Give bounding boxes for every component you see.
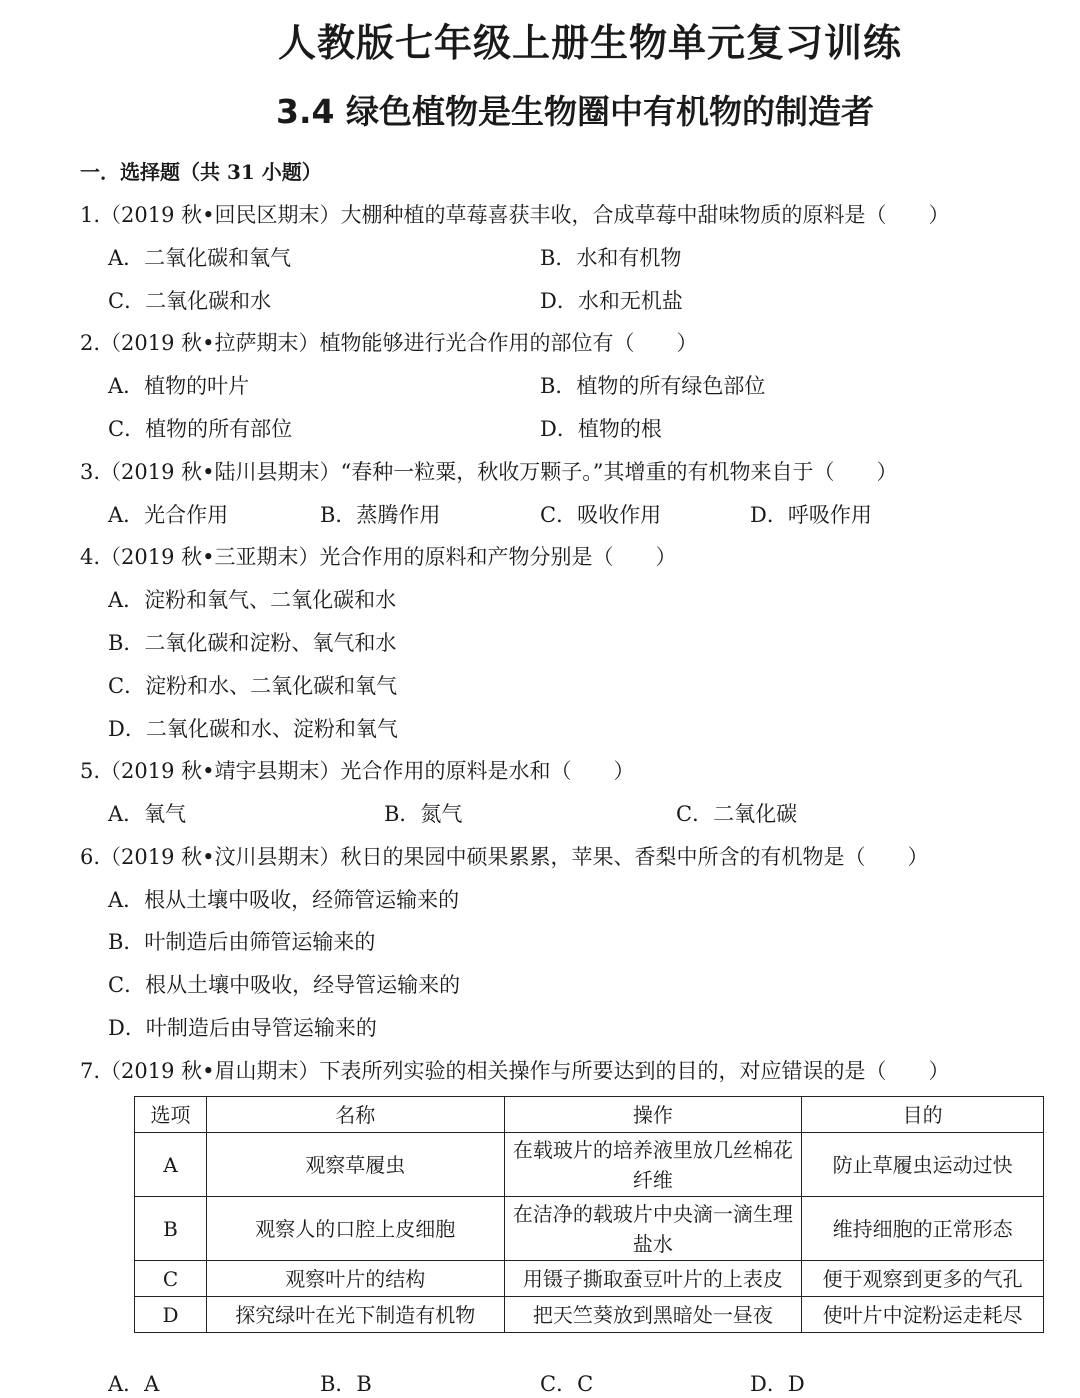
option[interactable]: D．二氧化碳和水、淀粉和氧气	[108, 717, 398, 741]
table-header-row	[135, 1097, 1044, 1133]
table-cell: 维持细胞的正常形态	[802, 1197, 1044, 1261]
table-header: 操作	[504, 1097, 802, 1133]
option[interactable]: C．植物的所有部位	[108, 417, 293, 441]
option[interactable]: D．叶制造后由导管运输来的	[108, 1016, 377, 1040]
question-stem: 3.（2019 秋•陆川县期末）“春种一粒粟，秋收万颗子。”其增重的有机物来自于（ ）	[80, 460, 898, 484]
table-cell: 使叶片中淀粉运走耗尽	[802, 1297, 1044, 1333]
question-stem: 6.（2019 秋•汶川县期末）秋日的果园中硕果累累，苹果、香梨中所含的有机物是（ ）	[80, 845, 929, 869]
table-cell: 在载玻片的培养液里放几丝棉花纤维	[504, 1133, 802, 1197]
table-header: 目的	[802, 1097, 1044, 1133]
option[interactable]: A．氧气	[108, 802, 187, 826]
option[interactable]: A．光合作用	[108, 503, 229, 527]
option[interactable]: C．吸收作用	[540, 503, 662, 527]
option[interactable]: C．C	[540, 1372, 594, 1396]
option[interactable]: B．B	[320, 1372, 372, 1396]
table-cell: A	[135, 1133, 207, 1197]
question-stem: 7.（2019 秋•眉山期末）下表所列实验的相关操作与所要达到的目的，对应错误的是（ ）	[80, 1059, 950, 1083]
table-row	[135, 1197, 1044, 1261]
option[interactable]: B．叶制造后由筛管运输来的	[108, 930, 376, 954]
option[interactable]: D．呼吸作用	[750, 503, 872, 527]
option[interactable]: B．植物的所有绿色部位	[540, 374, 766, 398]
table-cell: 把天竺葵放到黑暗处一昼夜	[504, 1297, 802, 1333]
table-cell: 观察草履虫	[206, 1133, 504, 1197]
option[interactable]: C．二氧化碳和水	[108, 289, 272, 313]
table-cell: 防止草履虫运动过快	[802, 1133, 1044, 1197]
table-cell: 在洁净的载玻片中央滴一滴生理盐水	[504, 1197, 802, 1261]
option[interactable]: C．淀粉和水、二氧化碳和氧气	[108, 674, 398, 698]
option[interactable]: A．淀粉和氧气、二氧化碳和水	[108, 588, 397, 612]
option[interactable]: B．二氧化碳和淀粉、氧气和水	[108, 631, 397, 655]
option[interactable]: C．根从土壤中吸收，经导管运输来的	[108, 973, 461, 997]
question-stem: 1.（2019 秋•回民区期末）大棚种植的草莓喜获丰收，合成草莓中甜味物质的原料是（ ）	[80, 203, 950, 227]
table-cell: 观察叶片的结构	[206, 1261, 504, 1297]
option[interactable]: B．水和有机物	[540, 246, 682, 270]
table-row	[135, 1297, 1044, 1333]
table-cell: B	[135, 1197, 207, 1261]
table-cell: 探究绿叶在光下制造有机物	[206, 1297, 504, 1333]
option[interactable]: A．根从土壤中吸收，经筛管运输来的	[108, 888, 460, 912]
table-cell: 便于观察到更多的气孔	[802, 1261, 1044, 1297]
lesson-subtitle: 3.4 绿色植物是生物圈中有机物的制造者	[276, 92, 874, 131]
option[interactable]: D．水和无机盐	[540, 289, 683, 313]
option[interactable]: B．蒸腾作用	[320, 503, 441, 527]
option[interactable]: A．植物的叶片	[108, 374, 250, 398]
option[interactable]: D．植物的根	[540, 417, 662, 441]
question-stem: 5.（2019 秋•靖宇县期末）光合作用的原料是水和（ ）	[80, 759, 635, 783]
table-cell: C	[135, 1261, 207, 1297]
table-row	[135, 1133, 1044, 1197]
table-cell: D	[135, 1297, 207, 1333]
table-header: 名称	[206, 1097, 504, 1133]
option[interactable]: B．氮气	[384, 802, 463, 826]
table-header: 选项	[135, 1097, 207, 1133]
question-stem: 2.（2019 秋•拉萨期末）植物能够进行光合作用的部位有（ ）	[80, 331, 698, 355]
option[interactable]: C．二氧化碳	[676, 802, 798, 826]
question-stem: 4.（2019 秋•三亚期末）光合作用的原料和产物分别是（ ）	[80, 545, 677, 569]
section-heading: 一．选择题（共 31 小题）	[80, 160, 322, 184]
table-cell: 观察人的口腔上皮细胞	[206, 1197, 504, 1261]
table-cell: 用镊子撕取蚕豆叶片的上表皮	[504, 1261, 802, 1297]
table-row	[135, 1261, 1044, 1297]
option[interactable]: A．A	[108, 1372, 160, 1396]
page-title: 人教版七年级上册生物单元复习训练	[277, 21, 902, 65]
option[interactable]: D．D	[750, 1372, 805, 1396]
experiment-table	[134, 1096, 1044, 1333]
option[interactable]: A．二氧化碳和氧气	[108, 246, 292, 270]
